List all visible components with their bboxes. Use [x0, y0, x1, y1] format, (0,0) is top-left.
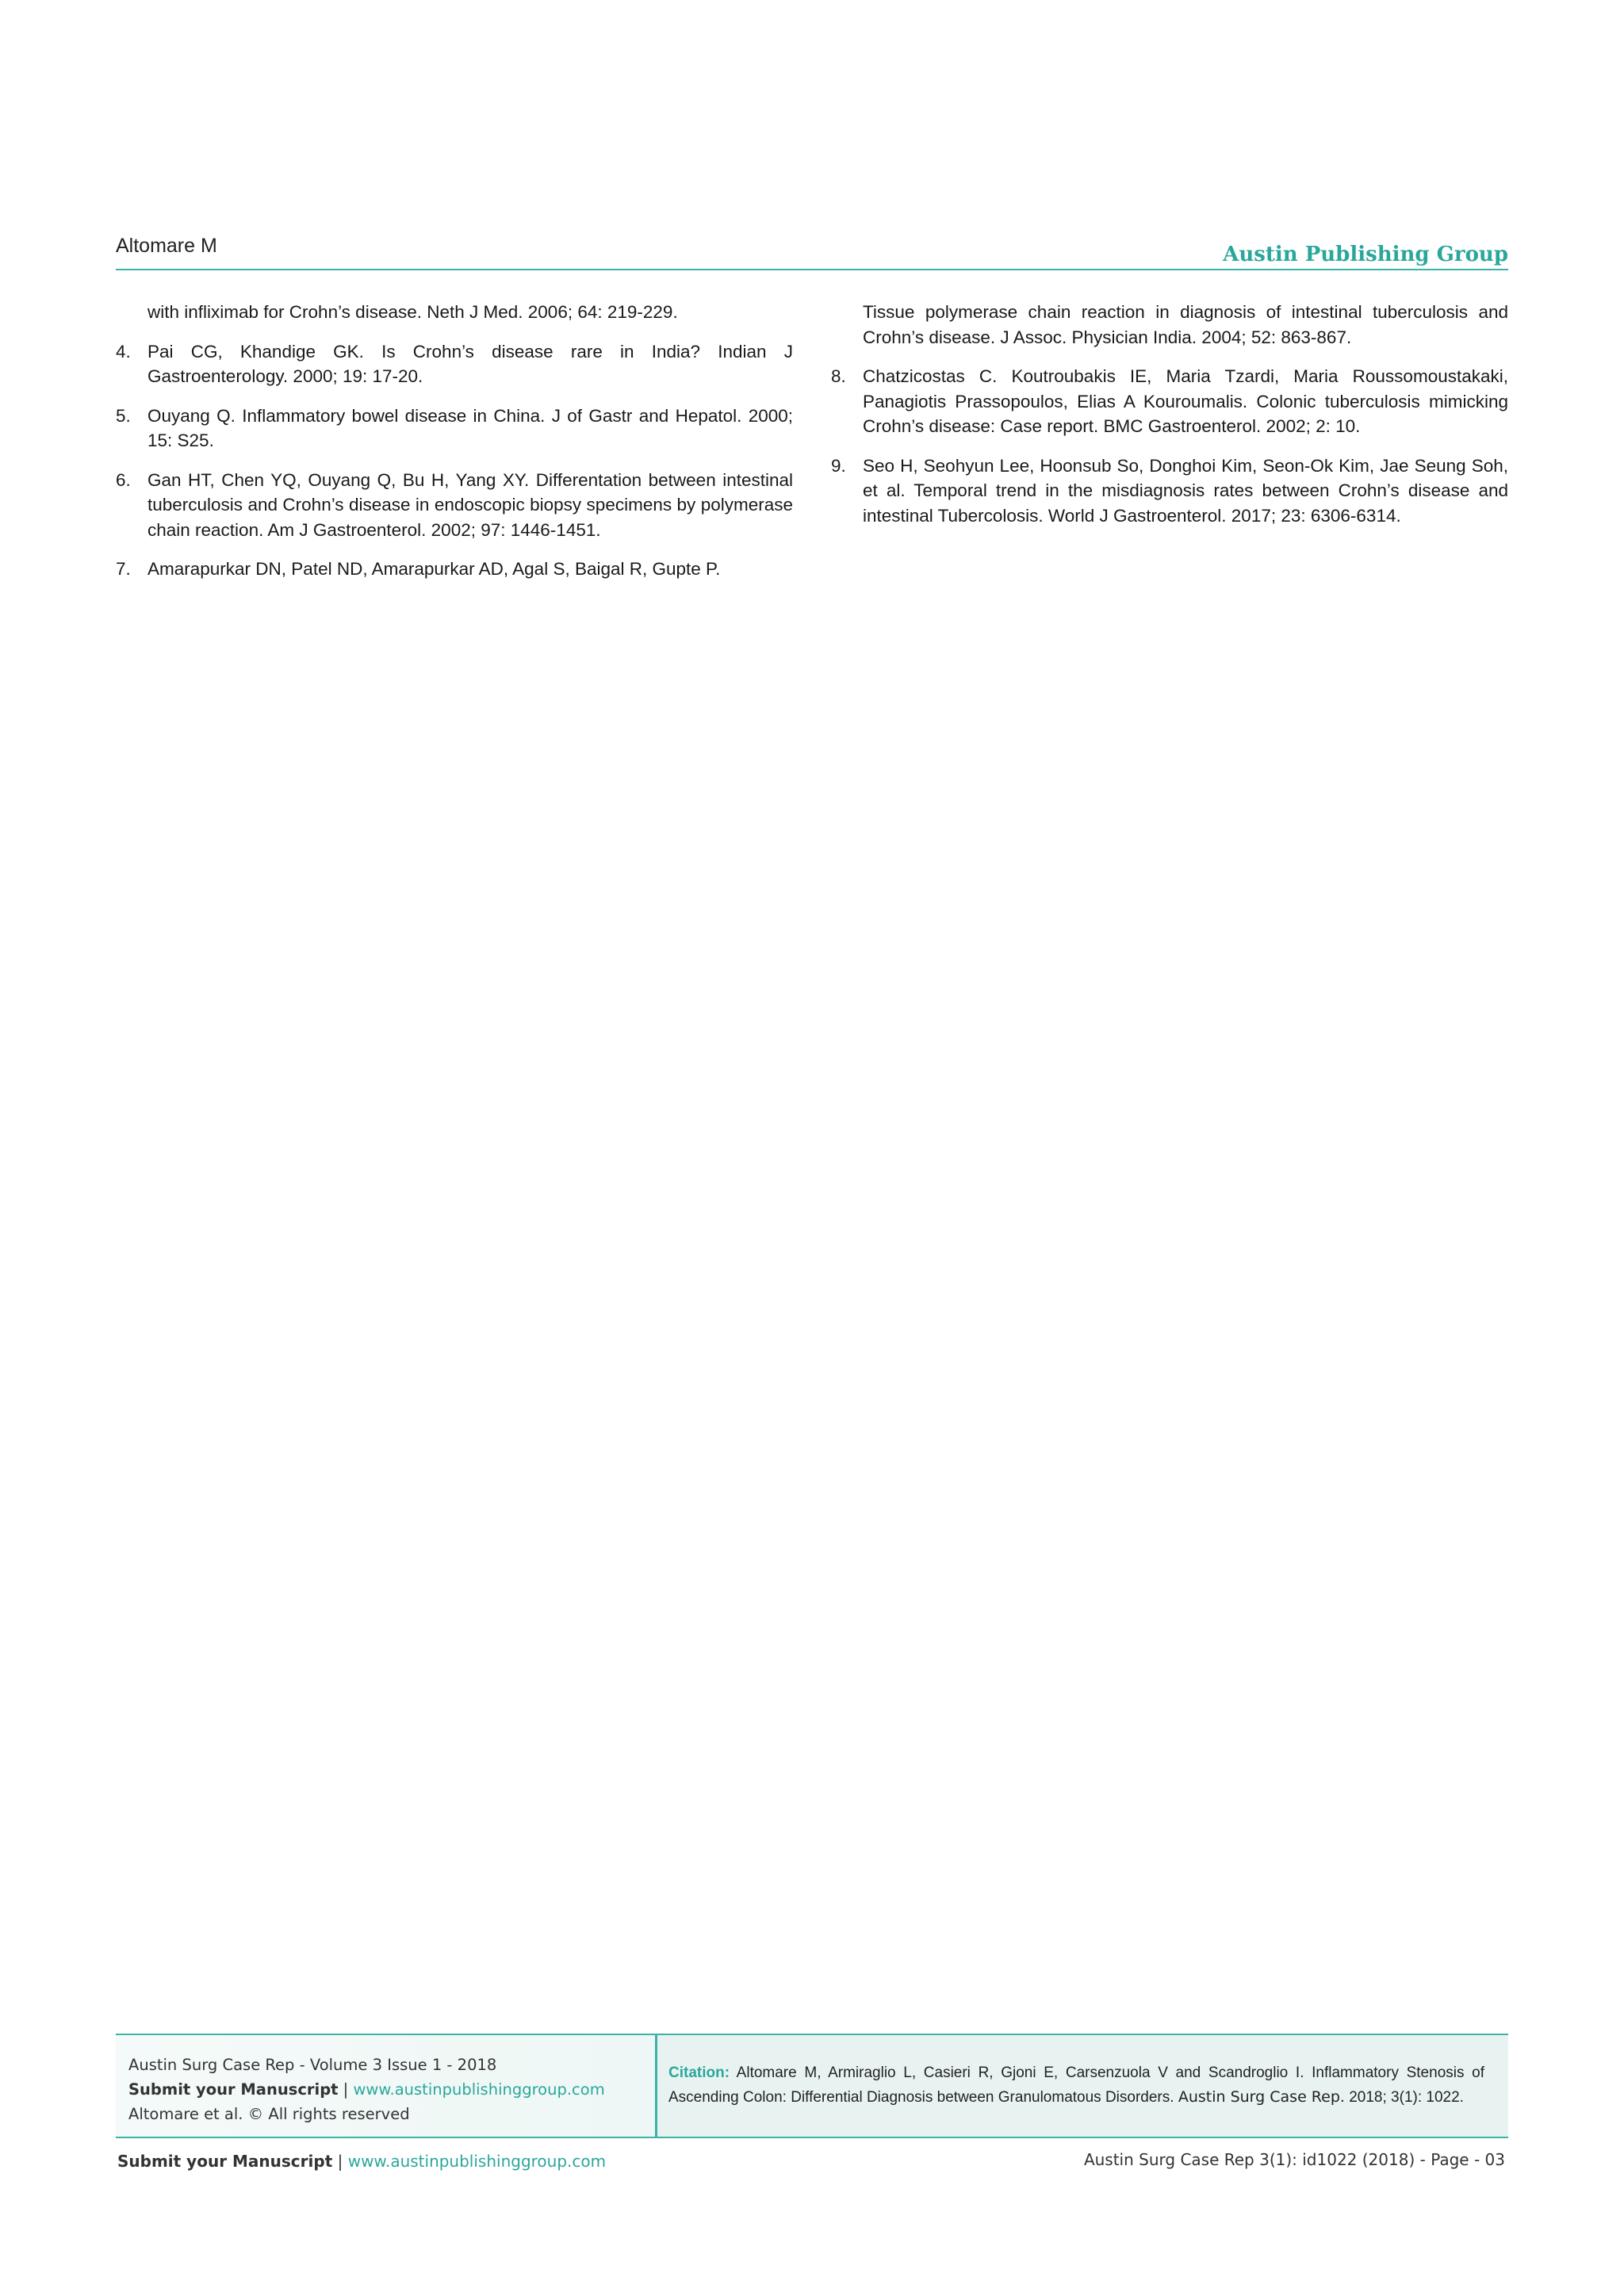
citation-tail: 2018; 3(1): 1022.: [1349, 2089, 1464, 2106]
running-author: Altomare M: [116, 235, 217, 257]
submit-manuscript-label: Submit your Manuscript: [128, 2080, 339, 2099]
journal-volume-line: Austin Surg Case Rep - Volume 3 Issue 1 - 2018: [128, 2056, 497, 2074]
citation-label: Citation:: [668, 2064, 730, 2081]
reference-item: with infliximab for Crohn’s disease. Neth J Med. 2006; 64: 219-229.: [147, 302, 678, 322]
reference-text: Ouyang Q. Inflammatory bowel disease in China. J of Gastr and Hepatol. 2000; 15: S25.: [147, 405, 793, 450]
citation-journal: Austin Surg Case Rep.: [1178, 2088, 1345, 2106]
reference-number: 8.: [831, 366, 846, 386]
reference-number: 4.: [116, 341, 131, 362]
submit-line: [128, 2077, 655, 2102]
footer-journal-info: [116, 2035, 655, 2137]
reference-text: Pai CG, Khandige GK. Is Crohn’s disease rare in India? Indian J Gastroenterology. 2000; 19: 17-20.: [147, 341, 793, 386]
website-link[interactable]: www.austinpublishinggroup.com: [353, 2080, 605, 2099]
reference-text: Chatzicostas C. Koutroubakis IE, Maria Tzardi, Maria Roussomoustakaki, Panagiotis Prassopoulos, Elias A Kouroumalis. Colonic tuberculosis mimicking Crohn’s disease: Case report. BMC Gastroenterol. 2002; 2: 10.: [863, 366, 1508, 436]
bottom-submit-line: [117, 2152, 606, 2171]
reference-item: [116, 557, 793, 582]
rights-line: Altomare et al. © All rights reserved: [128, 2105, 410, 2123]
reference-item: [116, 468, 793, 543]
citation-block: [657, 2035, 1508, 2137]
reference-number: 7.: [116, 559, 131, 579]
reference-item: [116, 404, 793, 453]
reference-text: Seo H, Seohyun Lee, Hoonsub So, Donghoi Kim, Seon-Ok Kim, Jae Seung Soh, et al. Temporal trend in the misdiagnosis rates between Crohn’s disease and intestinal Tubercolosis. World J Gastroenterol. 2017; 23: 6306-6314.: [863, 455, 1508, 526]
page-info: Austin Surg Case Rep 3(1): id1022 (2018) - Page - 03: [1083, 2150, 1505, 2169]
citation-text: Altomare M, Armiraglio L, Casieri R, Gjoni E, Carsenzuola V and Scandroglio I. Inflammatory Stenosis of Ascending Colon: Differential Diagnosis between Granulomatous Disorders.: [668, 2064, 1484, 2106]
separator: |: [343, 2080, 349, 2099]
website-link[interactable]: www.austinpublishinggroup.com: [347, 2152, 607, 2171]
footer-info-box: [116, 2034, 1508, 2138]
separator: |: [337, 2152, 343, 2171]
reference-item: [831, 364, 1508, 439]
reference-text: Gan HT, Chen YQ, Ouyang Q, Bu H, Yang XY. Differentation between intestinal tuberculosis and Crohn’s disease in endoscopic biopsy specimens by polymerase chain reaction. Am J Gastroenterol. 2002; 97: 1446-1451.: [147, 469, 793, 540]
reference-item: [831, 453, 1508, 529]
references-left-column: [116, 300, 793, 596]
reference-number: 9.: [831, 455, 846, 476]
submit-manuscript-label: Submit your Manuscript: [117, 2152, 333, 2171]
reference-item: [116, 339, 793, 389]
header-divider: [116, 269, 1508, 270]
references-right-column: [831, 300, 1508, 542]
reference-number: 5.: [116, 405, 131, 426]
reference-item: Tissue polymerase chain reaction in diagnosis of intestinal tuberculosis and Crohn’s disease. J Assoc. Physician India. 2004; 52: 863-867.: [863, 302, 1508, 347]
reference-text: Amarapurkar DN, Patel ND, Amarapurkar AD, Agal S, Baigal R, Gupte P.: [147, 559, 721, 579]
reference-number: 6.: [116, 469, 131, 490]
publisher-name: Austin Publishing Group: [1223, 243, 1508, 266]
